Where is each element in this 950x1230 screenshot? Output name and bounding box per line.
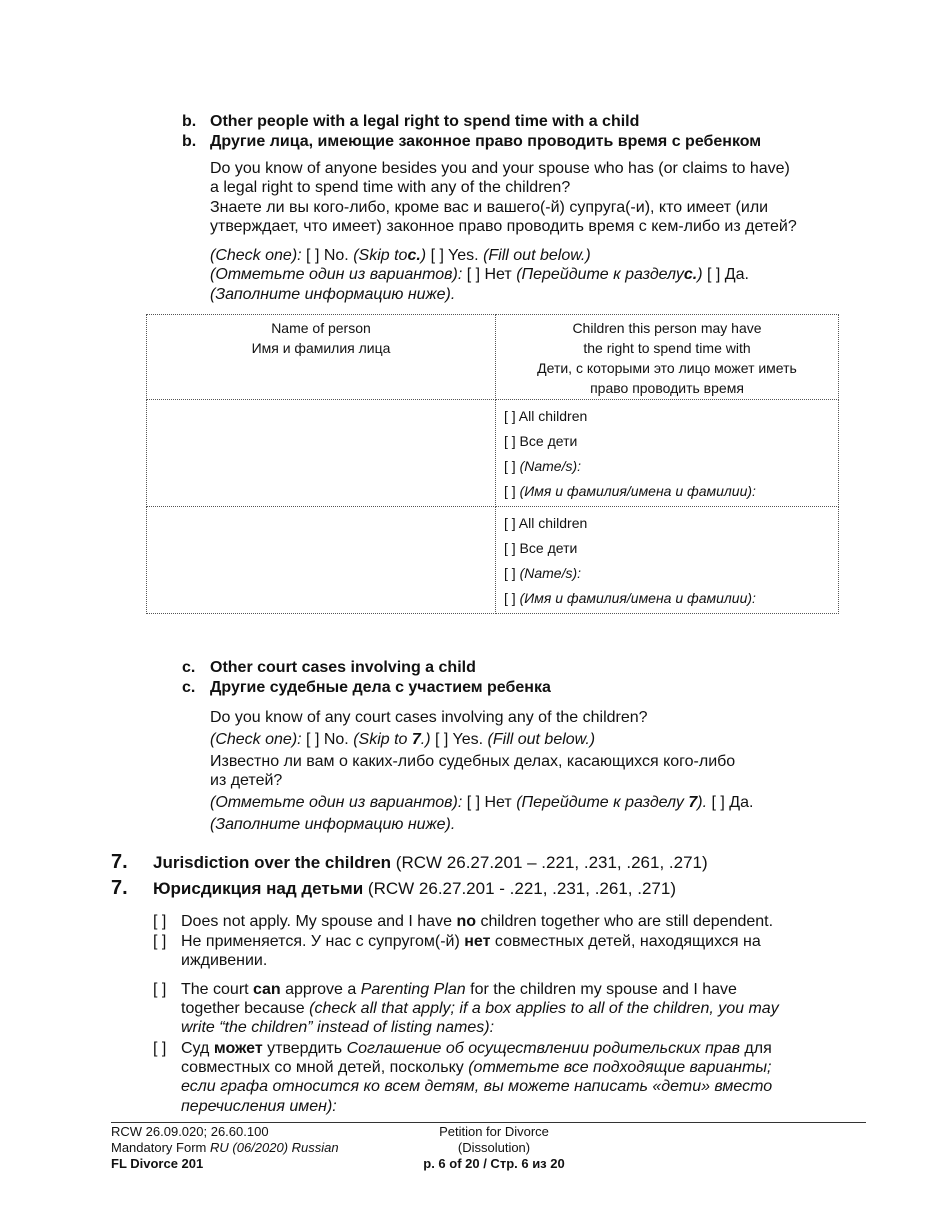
footer-left [111, 1124, 339, 1172]
section-b-no-checkbox[interactable]: [ ] No. [306, 247, 349, 264]
footer-form-title: Petition for Divorce [439, 1124, 549, 1139]
table-header-row [147, 315, 839, 400]
section-c-yes-checkbox[interactable]: [ ] Yes. [435, 731, 484, 748]
children-options-cell [496, 507, 839, 614]
option-court-can-ru-4: перечисления имен): [181, 1098, 337, 1115]
names-checkbox[interactable]: [ ] (Name/s): [504, 565, 582, 581]
section-c-no-checkbox[interactable]: [ ] No. [306, 731, 349, 748]
section-b-question-ru-1: Знаете ли вы кого-либо, кроме вас и вашего(-й) супруга(-и), кто имеет (или [210, 199, 769, 216]
table-row [147, 400, 839, 507]
does-not-apply-ru-checkbox[interactable]: [ ] [153, 933, 167, 950]
section-c-question-en: Do you know of any court cases involving any of the children? [210, 709, 648, 726]
court-can-approve-checkbox[interactable]: [ ] [153, 981, 167, 998]
option-court-can-en: [ ] The court can approve a Parenting Plan for the children my spouse and I have [153, 981, 737, 998]
option-court-can-ru-2: совместных со мной детей, поскольку (отметьте все подходящие варианты; [181, 1059, 772, 1076]
names-checkbox[interactable]: [ ] (Name/s): [504, 458, 582, 474]
names-ru-checkbox[interactable]: [ ] (Имя и фамилия/имена и фамилии): [504, 590, 756, 606]
court-can-approve-ru-checkbox[interactable]: [ ] [153, 1040, 167, 1057]
footer-mandatory-form: Mandatory Form RU (06/2020) Russian [111, 1140, 339, 1155]
section-b-question-en-2: a legal right to spend time with any of the children? [210, 179, 571, 196]
section-c-title-ru: c. Другие судебные дела с участием ребенка [182, 679, 551, 696]
option-does-not-apply-ru-cont: иждивении. [181, 952, 268, 969]
option-court-can-en-2: together because (check all that apply; if a box applies to all of the children, you may [181, 1000, 779, 1017]
names-ru-checkbox[interactable]: [ ] (Имя и фамилия/имена и фамилии): [504, 483, 756, 499]
header-name-of-person: Name of person Имя и фамилия лица [147, 315, 496, 400]
section-c-check-ru: (Отметьте один из вариантов): [ ] Нет (Перейдите к разделу 7). [ ] Да. [210, 794, 754, 811]
all-children-ru-checkbox[interactable]: [ ] Все дети [504, 433, 578, 449]
option-court-can-ru: [ ] Суд может утвердить Соглашение об осуществлении родительских прав для [153, 1040, 772, 1057]
table-row [147, 507, 839, 614]
footer-form-id: FL Divorce 201 [111, 1156, 204, 1171]
section-b-check-ru: (Отметьте один из вариантов): [ ] Нет (Перейдите к разделуc.) [ ] Да. [210, 266, 749, 283]
footer-divider [111, 1122, 866, 1123]
section-b-question-ru-2: утверждает, что имеет) законное право проводить время с кем-либо из детей? [210, 218, 797, 235]
section-b-no-checkbox-ru[interactable]: [ ] Нет [466, 266, 512, 283]
section-c-no-checkbox-ru[interactable]: [ ] Нет [466, 794, 512, 811]
section-7-heading-ru: 7. Юрисдикция над детьми (RCW 26.27.201 - .221, .231, .261, .271) [111, 877, 676, 899]
section-b-fill-ru: (Заполните информацию ниже). [210, 286, 456, 303]
option-court-can-en-3: write “the children” instead of listing names): [181, 1019, 495, 1036]
footer-form-subtitle: (Dissolution) [457, 1140, 531, 1155]
footer-rcw: RCW 26.09.020; 26.60.100 [111, 1124, 269, 1139]
section-7-heading-en: 7. Jurisdiction over the children (RCW 26.27.201 – .221, .231, .261, .271) [111, 851, 708, 873]
person-name-cell[interactable] [147, 400, 496, 507]
person-name-cell[interactable] [147, 507, 496, 614]
section-b-title-ru: b. Другие лица, имеющие законное право проводить время с ребенком [182, 133, 762, 150]
persons-table [146, 314, 839, 614]
section-b-question-en-1: Do you know of anyone besides you and your spouse who has (or claims to have) [210, 160, 790, 177]
all-children-ru-checkbox[interactable]: [ ] Все дети [504, 540, 578, 556]
all-children-checkbox[interactable]: [ ] All children [504, 515, 588, 531]
section-c-check-en: (Check one): [ ] No. (Skip to 7.) [ ] Yes. (Fill out below.) [210, 731, 596, 748]
footer-page-number: p. 6 of 20 / Стр. 6 из 20 [423, 1156, 565, 1171]
children-options-cell [496, 400, 839, 507]
section-c-title-en: c. Other court cases involving a child [182, 659, 476, 676]
footer-center [414, 1124, 574, 1172]
option-does-not-apply-ru: [ ] Не применяется. У нас с супругом(-й) нет совместных детей, находящихся на [153, 933, 761, 950]
option-does-not-apply-en: [ ] Does not apply. My spouse and I have no children together who are still dependent. [153, 913, 774, 930]
does-not-apply-checkbox[interactable]: [ ] [153, 913, 167, 930]
section-c-fill-ru: (Заполните информацию ниже). [210, 816, 456, 833]
header-children: Children this person may have the right to spend time with Дети, с которыми это лицо может иметь право проводить время [496, 315, 839, 400]
section-b-yes-checkbox[interactable]: [ ] Yes. [430, 247, 479, 264]
section-c-yes-checkbox-ru[interactable]: [ ] Да. [711, 794, 754, 811]
section-c-question-ru-1: Известно ли вам о каких-либо судебных делах, касающихся кого-либо [210, 753, 736, 770]
all-children-checkbox[interactable]: [ ] All children [504, 408, 588, 424]
option-court-can-ru-3: если графа относится ко всем детям, вы можете написать «дети» вместо [181, 1078, 773, 1095]
section-b-yes-checkbox-ru[interactable]: [ ] Да. [707, 266, 749, 283]
section-c-question-ru-2: из детей? [210, 772, 283, 789]
section-b-check-en: (Check one): [ ] No. (Skip toc.) [ ] Yes. (Fill out below.) [210, 247, 591, 264]
section-b-title-en: b. Other people with a legal right to spend time with a child [182, 113, 640, 130]
